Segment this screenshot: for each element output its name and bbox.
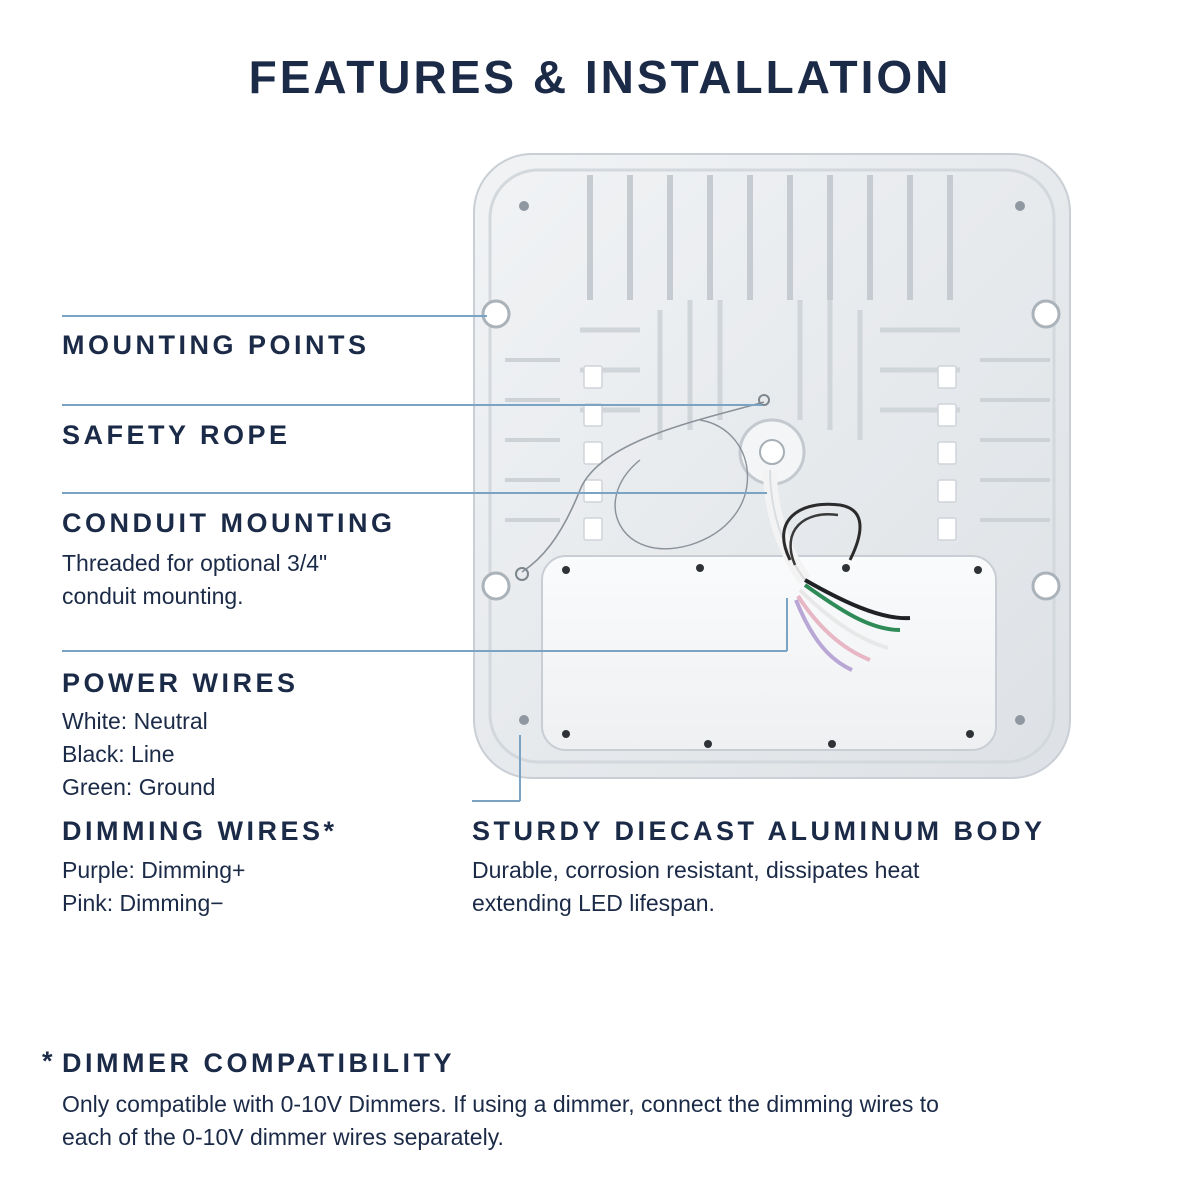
conduit-mounting-desc-line: conduit mounting. [62,583,244,609]
body-desc-line: extending LED lifespan. [472,890,715,916]
power-wires-desc-line: Black: Line [62,741,175,767]
mounting-points-leader [62,315,487,317]
conduit-mounting-desc-line: Threaded for optional 3/4" [62,550,328,576]
dimmer-desc-line: Only compatible with 0-10V Dimmers. If using a dimmer, connect the dimming wires to [62,1091,939,1117]
power-wires-desc-line: Green: Ground [62,774,216,800]
power-wires-label: POWER WIRES [62,668,299,698]
mounting-points-label: MOUNTING POINTS [62,330,370,360]
body-label: STURDY DIECAST ALUMINUM BODY [472,816,1046,846]
dimmer-compatibility-desc [62,1088,939,1154]
dimmer-desc-line: each of the 0-10V dimmer wires separately. [62,1124,504,1150]
power-wires-leader-v [786,598,788,651]
dimmer-compatibility-label: DIMMER COMPATIBILITY [62,1048,455,1078]
body-leader-v [519,735,521,801]
dimming-wires-label: DIMMING WIRES* [62,816,338,846]
dimming-wires-desc-line: Pink: Dimming− [62,890,224,916]
body-leader-h [472,800,520,802]
body-desc [472,854,919,920]
power-wires-desc [62,705,215,804]
dimmer-asterisk: * [42,1046,53,1076]
conduit-mounting-desc [62,547,327,613]
safety-rope-label: SAFETY ROPE [62,420,291,450]
conduit-mounting-leader [62,492,767,494]
conduit-mounting-label: CONDUIT MOUNTING [62,508,396,538]
power-wires-desc-line: White: Neutral [62,708,208,734]
dimming-wires-desc-line: Purple: Dimming+ [62,857,246,883]
safety-rope-leader [62,404,762,406]
page-title: FEATURES & INSTALLATION [248,51,952,103]
power-wires-leader-h [62,650,787,652]
body-desc-line: Durable, corrosion resistant, dissipates heat [472,857,920,883]
dimming-wires-desc [62,854,245,920]
